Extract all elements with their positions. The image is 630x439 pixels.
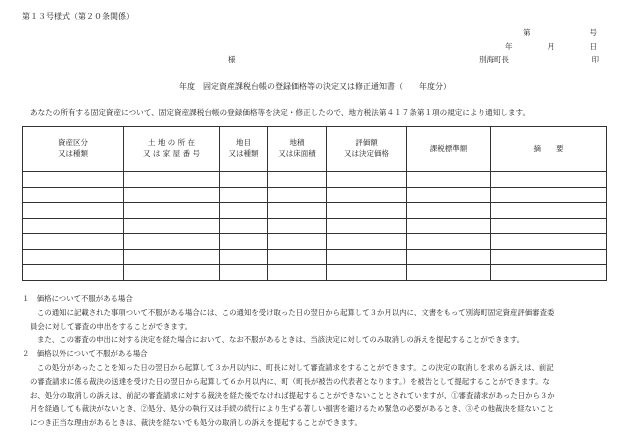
- document-number: [523, 28, 597, 37]
- column-header-line: 又は種類: [228, 149, 259, 158]
- table-cell: [220, 172, 268, 188]
- table-cell: [407, 172, 491, 188]
- notes-section: [22, 292, 617, 430]
- column-header-line: 課税標準額: [429, 143, 468, 153]
- column-header: [327, 127, 407, 172]
- table-cell: [220, 249, 268, 265]
- table-cell: [268, 203, 327, 219]
- column-header-line: 又は決定価格: [344, 149, 389, 158]
- table-cell: [407, 203, 491, 219]
- doc-number-prefix: 第: [523, 28, 531, 37]
- table-cell: [23, 172, 124, 188]
- column-header: [407, 127, 491, 172]
- table-cell: [23, 218, 124, 234]
- table-cell: [327, 172, 407, 188]
- column-header: [491, 127, 607, 172]
- column-header-line: 摘 要: [533, 143, 564, 153]
- column-header-line: 又は床面積: [278, 149, 316, 158]
- table-cell: [220, 265, 268, 281]
- issuer: [479, 55, 599, 64]
- table-cell: [327, 265, 407, 281]
- note-line: 月を経過しても裁決がないとき、②処分、処分の執行又は手続の続行により生ずる著しい損害を避けるため緊急の必要があるとき、③その他裁決を経ないこと: [30, 404, 555, 414]
- table-row: [23, 187, 607, 203]
- date-month: 月: [547, 42, 555, 51]
- table-cell: [268, 187, 327, 203]
- intro-paragraph: あなたの所有する固定資産について、固定資産課税台帳の登録価格等を決定・修正したので、地方税法第４１７条第１項の規定により通知します。: [30, 108, 531, 117]
- note-line: お、処分の取消しの訴えは、前記の審査請求に対する裁決を経た後でなければ提起することができないこととされていますが、①審査請求があった日から３か: [30, 390, 555, 400]
- table-cell: [407, 249, 491, 265]
- table-cell: [407, 218, 491, 234]
- table-cell: [407, 234, 491, 250]
- table-row: [23, 203, 607, 219]
- table-cell: [268, 218, 327, 234]
- table-cell: [220, 218, 268, 234]
- note-line: につき正当な理由があるときは、裁決を経ないでも処分の取消しの訴えを提起することができます。: [30, 418, 362, 428]
- column-header-line: 又 は 家 屋 番 号: [143, 149, 200, 158]
- table-cell: [491, 265, 607, 281]
- column-header: [268, 127, 327, 172]
- note-heading: １ 価格について不服がある場合: [22, 294, 133, 303]
- table-cell: [491, 234, 607, 250]
- table-cell: [327, 203, 407, 219]
- table-cell: [220, 203, 268, 219]
- table-cell: [491, 218, 607, 234]
- column-header: [23, 127, 124, 172]
- note-line: 員会に対して審査の申出をすることができます。: [30, 321, 193, 331]
- column-header-line: 資産区分: [58, 138, 88, 148]
- table-cell: [124, 234, 220, 250]
- column-header: [220, 127, 268, 172]
- table-cell: [23, 249, 124, 265]
- table-cell: [220, 187, 268, 203]
- column-header-line: 又は種類: [58, 149, 88, 158]
- table-cell: [327, 249, 407, 265]
- table-cell: [23, 187, 124, 203]
- form-number: 第１３号様式（第２０条関係）: [22, 12, 134, 21]
- table-cell: [124, 265, 220, 281]
- issuer-name: 別海町長: [479, 55, 509, 64]
- note-line: この処分があったことを知った日の翌日から起算して３か月以内に、町長に対して審査請求をすることができます。この決定の取消しを求める訴えは、前記: [37, 362, 554, 372]
- table-row: [23, 172, 607, 188]
- column-header-line: 土 地 の 所 在: [147, 138, 196, 148]
- table-cell: [23, 203, 124, 219]
- table-cell: [268, 265, 327, 281]
- table-cell: [327, 234, 407, 250]
- table-cell: [491, 172, 607, 188]
- column-header: [124, 127, 220, 172]
- table-cell: [491, 187, 607, 203]
- table-row: [23, 249, 607, 265]
- date-day: 日: [589, 42, 597, 51]
- document-title: 年度 固定資産課税台帳の登録価格等の決定又は修正通知書（ 年度分）: [179, 82, 451, 91]
- table-row: [23, 234, 607, 250]
- seal-mark: 印: [591, 55, 599, 64]
- note-line: この通知に記載された事項ついて不服がある場合には、この通知を受け取った日の翌日から起算して３か月以内に、文書をもって別海町固定資産評価審査委: [37, 307, 555, 317]
- assessment-table: [22, 126, 607, 281]
- note-line: また、この審査の申出に対する決定を経た場合において、なお不服があるときは、当該決定に対してのみ取消しの訴えを提起することができます。: [37, 335, 525, 345]
- table-cell: [220, 234, 268, 250]
- column-header-line: 地積: [289, 138, 305, 148]
- column-header-line: 地目: [236, 138, 251, 148]
- table-cell: [23, 265, 124, 281]
- issue-date: [505, 42, 597, 51]
- table-cell: [407, 187, 491, 203]
- note-heading: ２ 価格以外について不服がある場合: [22, 349, 148, 359]
- table-cell: [23, 234, 124, 250]
- table-cell: [124, 203, 220, 219]
- table-cell: [327, 218, 407, 234]
- addressee: 様: [228, 55, 236, 64]
- date-year: 年: [505, 42, 513, 51]
- table-cell: [491, 249, 607, 265]
- table-header-row: [23, 127, 607, 172]
- table-row: [23, 218, 607, 234]
- table-row: [23, 265, 607, 281]
- table-cell: [124, 172, 220, 188]
- table-cell: [268, 234, 327, 250]
- table-cell: [327, 187, 407, 203]
- note-line: の審査請求に係る裁決の送達を受けた日の翌日から起算して６か月以内に、町（町長が被告の代表者となります。）を被告として提起することができます。な: [30, 376, 550, 386]
- table-cell: [124, 249, 220, 265]
- table-cell: [268, 172, 327, 188]
- table-cell: [491, 203, 607, 219]
- table-cell: [407, 265, 491, 281]
- table-cell: [124, 218, 220, 234]
- column-header-line: 評価額: [355, 138, 378, 148]
- table-cell: [268, 249, 327, 265]
- doc-number-suffix: 号: [589, 28, 597, 37]
- table-cell: [124, 187, 220, 203]
